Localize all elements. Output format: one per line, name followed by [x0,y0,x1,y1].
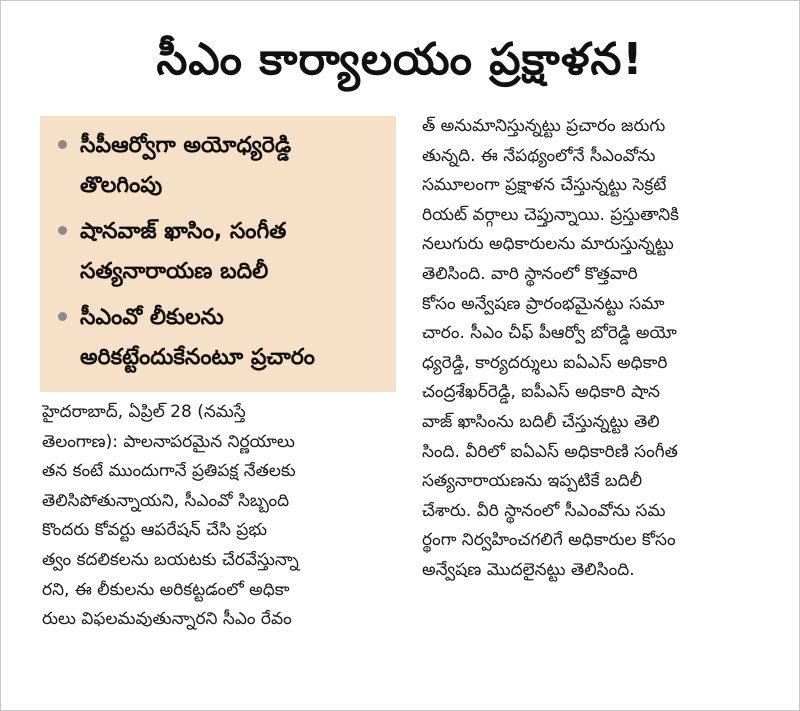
body-line: రని, ఈ లీకులను అరికట్టడంలో అధికా [42,579,290,600]
body-line: తెలిసిపోతున్నాయని, సీఎంవో సిబ్బంది [42,490,290,511]
body-line: సత్యనారాయణను ఇప్పటికే బదిలీ [422,471,643,492]
body-line: నలుగురు అధికారులను మారుస్తున్నట్టు [422,234,674,255]
body-line: హైదరాబాద్, ఏప్రిల్ 28 (నమస్తే [42,402,246,422]
body-line: సమూలంగా ప్రక్షాళన చేస్తున్నట్టు సెక్రటే [422,175,667,196]
highlight-item [54,212,386,292]
body-line: తున్నది. ఈ నేపథ్యంలోనే సీఎంవోను [422,145,656,166]
body-line: సింది. వీరిలో ఐఏఎస్ అధికారిణి సంగీత [422,441,678,462]
body-line: కోసం అన్వేషణ ప్రారంభమైనట్టు సమా [422,293,665,314]
highlight-line: అరికట్టేందుకేనంటూ ప్రచారం [80,345,315,370]
highlight-line: సీపీఆర్వోగా అయోధ్యరెడ్డి [80,133,292,158]
highlight-line: తొలగింపు [80,173,163,198]
body-column-right [422,112,784,698]
bullet-icon [58,226,67,235]
body-column-left [42,398,394,698]
highlight-line: షానవాజ్ ఖాసిం, సంగీత [80,219,287,244]
body-line: త్ అనుమానిస్తున్నట్టు ప్రచారం జరుగు [422,116,666,136]
highlight-line: సీఎంవో లీకులను [80,305,224,330]
body-line: వాజ్ ఖాసింను బదిలీ చేస్తున్నట్టు తెలి [422,411,660,432]
body-line: తన కంటే ముందుగానే ప్రతిపక్ష నేతలకు [42,461,296,482]
body-line: తెలంగాణ): పాలనాపరమైన నిర్ణయాలు [42,431,295,452]
body-line: ర్థంగా నిర్వహించగలిగే అధికారుల కోసం [422,530,676,551]
body-line: అన్వేషణ మొదలైనట్టు తెలిసింది. [422,559,635,580]
bullet-icon [58,140,67,149]
body-line: చారం. సీఎం చీఫ్ పీఆర్వో బోరెడ్డి అయో [422,323,677,344]
body-line: రియట్ వర్గాలు చెప్తున్నాయి. ప్రస్తుతానికి [422,204,680,225]
body-line: చేశారు. వీరి స్థానంలో సీఎంవోను సమ [422,500,666,521]
highlights-box [40,116,396,392]
bullet-icon [58,312,67,321]
body-line: త్వం కదలికలను బయటకు చేరవేస్తున్నా [42,549,299,570]
headline: సీఎం కార్యాలయం ప్రక్షాళన! [156,34,644,85]
body-line: తెలిసింది. వారి స్థానంలో కొత్తవారి [422,263,638,284]
highlight-item [54,126,386,206]
highlight-line: సత్యనారాయణ బదిలీ [80,259,269,284]
body-line: ధ్యరెడ్డి, కార్యదర్శులు ఐఏఎస్ అధికారి [422,352,668,373]
highlight-item [54,298,386,378]
body-line: చంద్రశేఖర్‌రెడ్డి, ఐపీఎస్ అధికారి షాన [422,382,660,403]
body-line: కొందరు కోవర్టు ఆపరేషన్ చేసి ప్రభు [42,520,268,541]
body-line: రులు విఫలమవుతున్నారని సీఎం రేవం [42,609,292,630]
